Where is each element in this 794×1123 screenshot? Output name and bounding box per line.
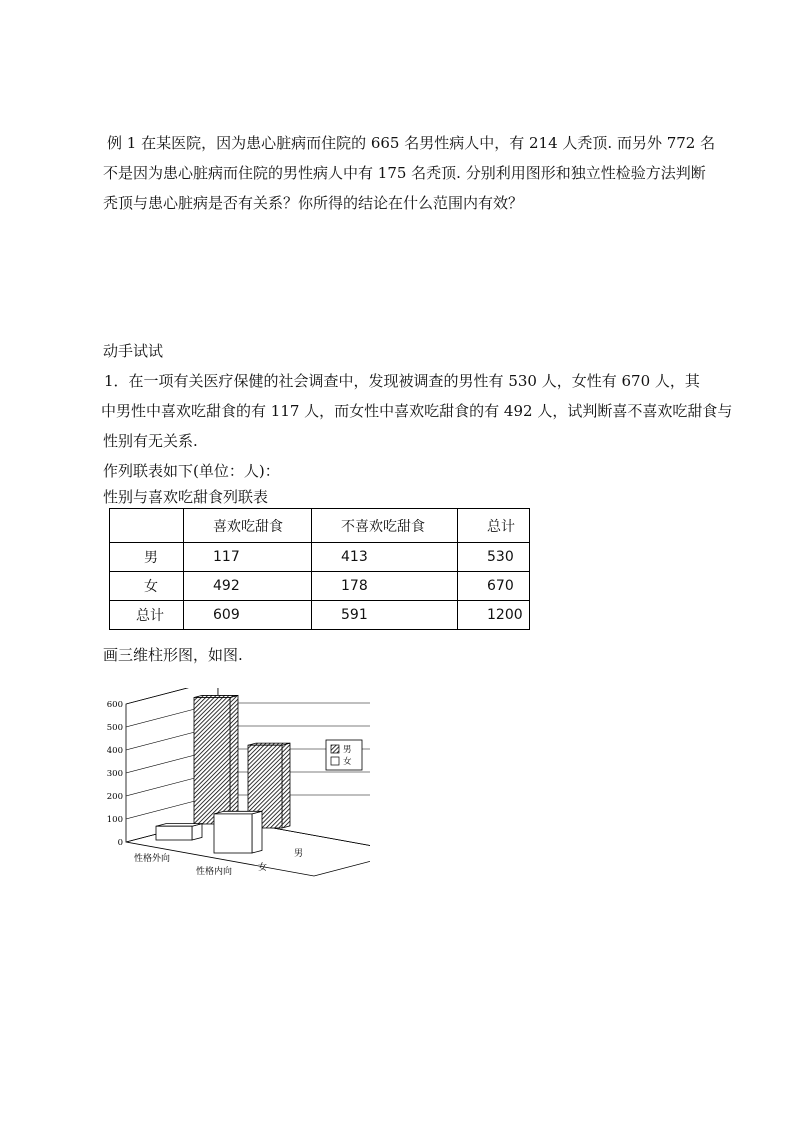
table-cell: 117	[184, 543, 312, 572]
example-line-2: 不是因为患心脏病而住院的男性病人中有 175 名秃顶. 分别利用图形和独立性检验方法判断	[103, 164, 706, 182]
x-category-label: 性格外向	[134, 854, 171, 864]
question-line-3: 性别有无关系.	[103, 432, 198, 450]
table-row	[110, 572, 530, 601]
example-paragraph	[103, 128, 725, 218]
bar-male-2-side	[282, 743, 290, 828]
table-cell: 492	[184, 572, 312, 601]
table-cell: 178	[312, 572, 458, 601]
table-intro: 作列联表如下(单位：人)：	[103, 462, 280, 480]
y-tick-label: 100	[106, 815, 123, 825]
legend-swatch	[331, 745, 339, 753]
y-tick-label: 400	[106, 746, 123, 756]
bar-male-1	[194, 698, 230, 825]
y-tick-label: 200	[106, 792, 123, 802]
legend-label: 男	[343, 745, 352, 755]
practice-question	[101, 366, 733, 456]
table-cell: 1200	[458, 601, 530, 630]
table-row	[110, 601, 530, 630]
bar-male-1-side	[230, 695, 238, 824]
contingency-table	[109, 508, 530, 630]
table-header-row	[110, 509, 530, 543]
bar-female-2-side	[252, 811, 262, 853]
y-tick-label: 0	[117, 838, 123, 848]
table-cell: 530	[458, 543, 530, 572]
depth-category-label: 女	[258, 863, 268, 873]
table-header-cell: 总计	[458, 509, 530, 543]
legend-swatch	[331, 757, 339, 765]
chart-caption: 画三维柱形图，如图.	[103, 646, 243, 664]
table-header-cell: 不喜欢吃甜食	[312, 509, 458, 543]
x-category-label: 性格内向	[196, 867, 233, 877]
table-title: 性别与喜欢吃甜食列联表	[103, 488, 269, 506]
question-line-2: 中男性中喜欢吃甜食的有 117 人，而女性中喜欢吃甜食的有 492 人，试判断喜不喜欢吃甜食与	[101, 402, 733, 420]
table-header-cell	[110, 509, 184, 543]
bar-female-2	[214, 814, 252, 853]
depth-category-label: 男	[294, 849, 304, 859]
table-row	[110, 543, 530, 572]
y-tick-label: 600	[106, 700, 123, 710]
table-cell: 591	[312, 601, 458, 630]
table-cell: 413	[312, 543, 458, 572]
table-header-cell: 喜欢吃甜食	[184, 509, 312, 543]
table-cell: 670	[458, 572, 530, 601]
y-tick-label: 300	[106, 769, 123, 779]
example-line-1: 例 1 在某医院，因为患心脏病而住院的 665 名男性病人中，有 214 人秃顶. 而另外 772 名	[107, 134, 716, 152]
bar-female-1	[156, 826, 192, 840]
table-row-label: 女	[110, 572, 184, 601]
three-d-bar-chart	[100, 688, 370, 878]
y-tick-label: 500	[106, 723, 123, 733]
example-line-3: 秃顶与患心脏病是否有关系？你所得的结论在什么范围内有效？	[103, 194, 524, 212]
legend-label: 女	[343, 757, 352, 767]
question-line-1: 1．在一项有关医疗保健的社会调查中，发现被调查的男性有 530 人，女性有 670 人，其	[104, 372, 700, 390]
table-cell: 609	[184, 601, 312, 630]
table-row-label: 总计	[110, 601, 184, 630]
table-row-label: 男	[110, 543, 184, 572]
practice-heading: 动手试试	[103, 342, 164, 360]
